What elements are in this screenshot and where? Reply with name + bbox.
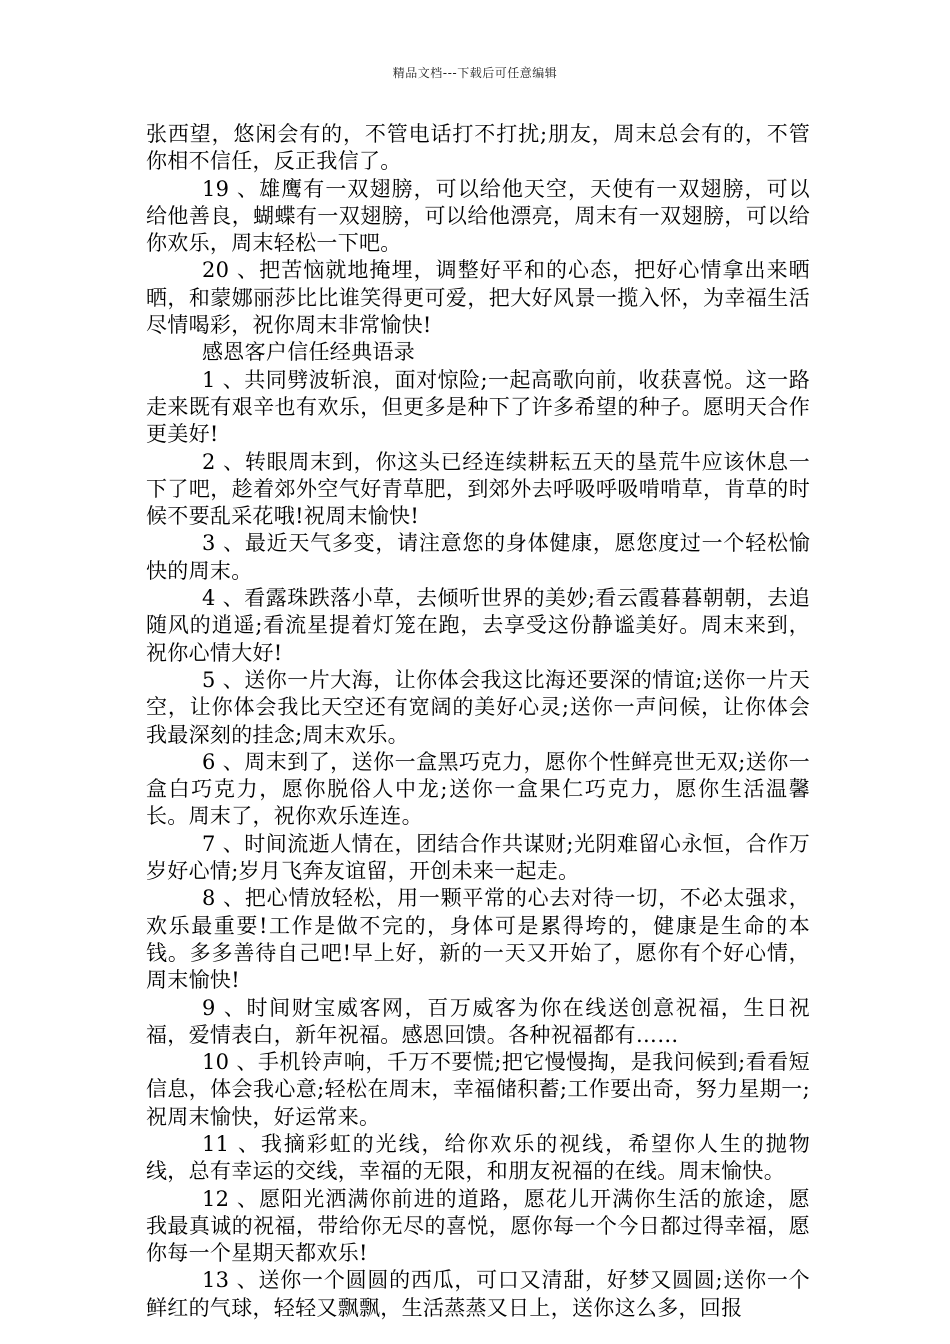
paragraph-item-11: 11 、我摘彩虹的光线，给你欢乐的视线，希望你人生的抛物线，总有幸运的交线，幸福的无限，和朋友祝福的在线。周末愉快。 — [146, 1131, 810, 1184]
paragraph-item-7: 7 、时间流逝人情在，团结合作共谋财;光阴难留心永恒，合作万岁好心情;岁月飞奔友谊留，开创未来一起走。 — [146, 831, 810, 884]
paragraph-item-6: 6 、周末到了，送你一盒黑巧克力，愿你个性鲜亮世无双;送你一盒白巧克力，愿你脱俗人中龙;送你一盒果仁巧克力，愿你生活温馨长。周末了，祝你欢乐连连。 — [146, 749, 810, 829]
paragraph-item-2: 2 、转眼周末到，你这头已经连续耕耘五天的垦荒牛应该休息一下了吧，趁着郊外空气好青草肥，到郊外去呼吸呼吸啃啃草，肯草的时候不要乱采花哦!祝周末愉快! — [146, 449, 810, 529]
paragraph-item-3: 3 、最近天气多变，请注意您的身体健康，愿您度过一个轻松愉快的周末。 — [146, 531, 810, 583]
paragraph-item-5: 5 、送你一片大海，让你体会我这比海还要深的情谊;送你一片天空，让你体会我比天空还有宽阔的美好心灵;送你一声问候，让你体会我最深刻的挂念;周末欢乐。 — [146, 667, 810, 747]
section-heading: 感恩客户信任经典语录 — [202, 340, 415, 365]
paragraph-item-10: 10 、手机铃声响，千万不要慌;把它慢慢掏，是我问候到;看看短信息，体会我心意;轻松在周末，幸福储积蓄;工作要出奇，努力星期一;祝周末愉快，好运常来。 — [146, 1050, 810, 1129]
paragraph-item-19: 19 、雄鹰有一双翅膀，可以给他天空，天使有一双翅膀，可以给他善良，蝴蝶有一双翅膀，可以给他漂亮，周末有一双翅膀，可以给你欢乐，周末轻松一下吧。 — [146, 176, 810, 256]
paragraph-item-20: 20 、把苦恼就地掩埋，调整好平和的心态，把好心情拿出来晒晒，和蒙娜丽莎比比谁笑得更可爱，把大好风景一揽入怀，为幸福生活尽情喝彩，祝你周末非常愉快! — [146, 258, 810, 338]
page-header: 精品文档---下载后可任意编辑 — [392, 66, 558, 80]
paragraph-continuation: 张西望，悠闲会有的，不管电话打不打扰;朋友，周末总会有的，不管你相不信任，反正我信了。 — [146, 122, 810, 174]
paragraph-item-8: 8 、把心情放轻松，用一颗平常的心去对待一切，不必太强求，欢乐最重要!工作是做不完的，身体可是累得垮的，健康是生命的本钱。多多善待自己吧!早上好，新的一天又开始了，愿你有个好心情，周末愉快! — [146, 886, 810, 993]
paragraph-item-12: 12 、愿阳光洒满你前进的道路，愿花儿开满你生活的旅途，愿我最真诚的祝福，带给你无尽的喜悦，愿你每一个今日都过得幸福，愿你每一个星期天都欢乐! — [146, 1186, 810, 1266]
document-body — [146, 121, 810, 1322]
paragraph-item-1: 1 、共同劈波斩浪，面对惊险;一起高歌向前，收获喜悦。这一路走来既有艰辛也有欢乐，但更多是种下了许多希望的种子。愿明天合作更美好! — [146, 367, 810, 447]
paragraph-item-4: 4 、看露珠跌落小草，去倾听世界的美妙;看云霞暮暮朝朝，去追随风的逍遥;看流星提着灯笼在跑，去享受这份静谧美好。周末来到，祝你心情大好! — [146, 586, 810, 665]
paragraph-item-13: 13 、送你一个圆圆的西瓜，可口又清甜，好梦又圆圆;送你一个鲜红的气球，轻轻又飘飘，生活蒸蒸又日上，送你这么多，回报 — [146, 1268, 810, 1320]
paragraph-item-9: 9 、时间财宝威客网，百万威客为你在线送创意祝福，生日祝福，爱情表白，新年祝福。感恩回馈。各种祝福都有…… — [146, 995, 810, 1047]
